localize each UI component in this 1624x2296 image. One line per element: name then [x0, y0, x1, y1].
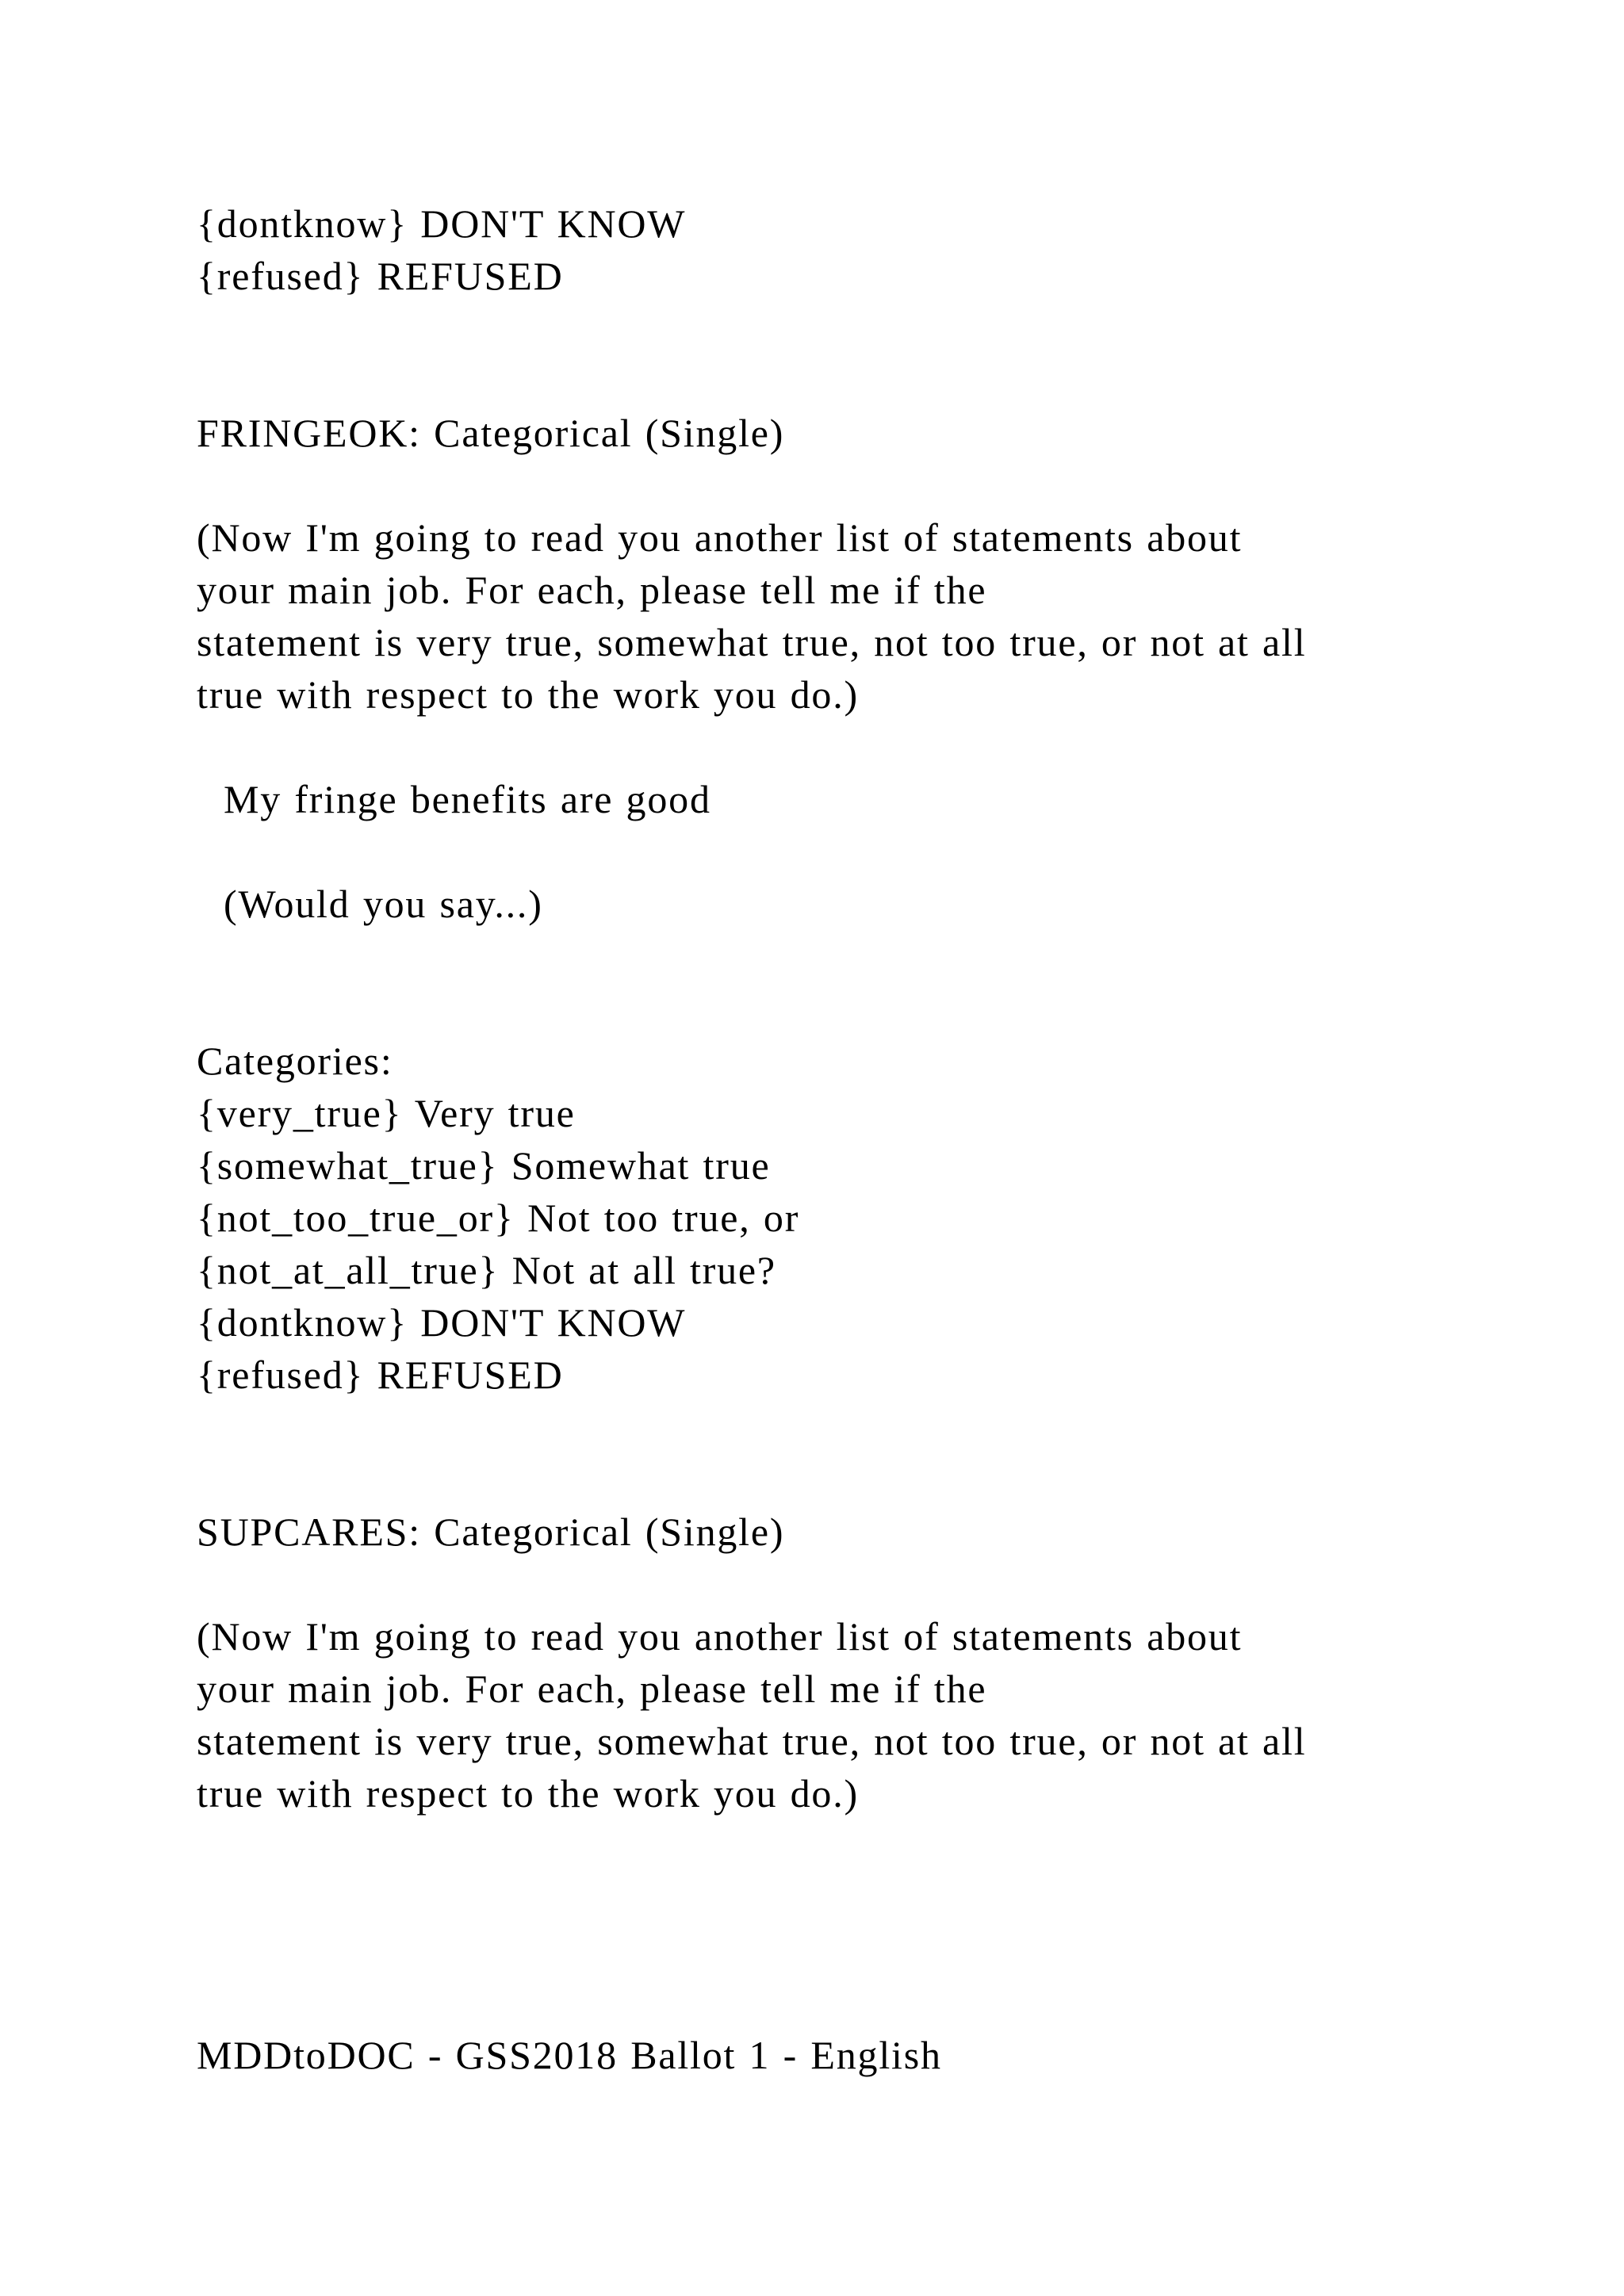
category-option: {very_true} Very true	[197, 1091, 576, 1135]
fringeok-question-line: your main job. For each, please tell me if the	[197, 568, 987, 612]
fringeok-prompt: (Would you say...)	[224, 882, 543, 926]
supcares-heading: SUPCARES: Categorical (Single)	[197, 1510, 785, 1554]
fringeok-categories-label: Categories:	[197, 1039, 393, 1083]
category-option: {refused} REFUSED	[197, 1353, 564, 1397]
category-option: {not_at_all_true} Not at all true?	[197, 1248, 776, 1292]
category-option: {dontknow} DON'T KNOW	[197, 1300, 687, 1345]
fringeok-question-line: (Now I'm going to read you another list of statements about	[197, 515, 1243, 560]
fringeok-heading: FRINGEOK: Categorical (Single)	[197, 411, 785, 455]
top-refused-option: {refused} REFUSED	[197, 254, 564, 298]
page-footer: MDDtoDOC - GSS2018 Ballot 1 - English	[197, 2033, 942, 2077]
supcares-question-line: (Now I'm going to read you another list of statements about	[197, 1614, 1243, 1659]
category-option: {not_too_true_or} Not too true, or	[197, 1196, 800, 1240]
supcares-question-line: true with respect to the work you do.)	[197, 1771, 859, 1816]
supcares-question-line: statement is very true, somewhat true, not too true, or not at all	[197, 1719, 1307, 1763]
fringeok-question-line: true with respect to the work you do.)	[197, 672, 859, 717]
fringeok-item: My fringe benefits are good	[224, 777, 711, 821]
fringeok-question-line: statement is very true, somewhat true, not too true, or not at all	[197, 620, 1307, 664]
category-option: {somewhat_true} Somewhat true	[197, 1143, 771, 1188]
top-dontknow-option: {dontknow} DON'T KNOW	[197, 201, 687, 246]
supcares-question-line: your main job. For each, please tell me if the	[197, 1667, 987, 1711]
